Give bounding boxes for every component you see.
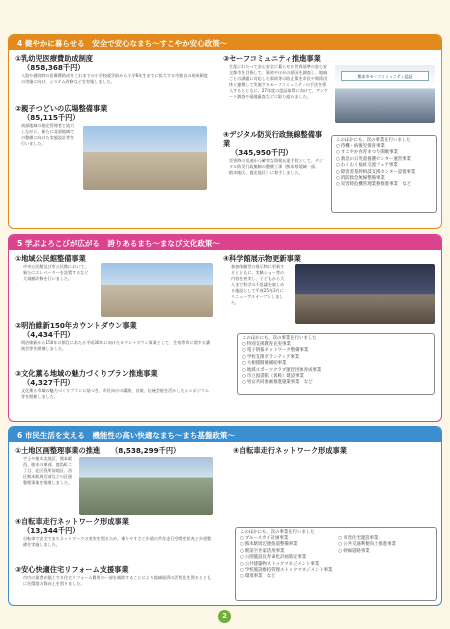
list-item: ○ わくわく福祉交流フェア事業 xyxy=(336,163,432,169)
item-description: 南部地域の指定管理者と協力しながら、新たに北部地域での整備に向けた実施設計等を行いました。 xyxy=(21,123,75,146)
list-item: ○ 公園施設長寿命化計画策定事業 xyxy=(240,555,332,561)
item-amount: （85,115千円） xyxy=(23,113,80,122)
item-bicycle-network-entry xyxy=(233,446,439,455)
item-amount: （13,344千円） xyxy=(23,526,80,535)
item-title: ④科学館展示物更新事業 xyxy=(223,254,301,263)
item-title: ②明治維新150年カウントダウン事業 xyxy=(15,321,137,330)
other-projects-columns xyxy=(240,536,432,581)
item-title: ③セーフコミュニティ推進事業 xyxy=(223,54,321,63)
item-meiji-countdown xyxy=(15,321,215,352)
other-projects-list-left xyxy=(240,536,332,581)
item-amount: （345,950千円） xyxy=(231,148,293,157)
list-item: ○ 地域スポーツクラブ運営団体育成事業 xyxy=(242,368,430,374)
list-item: ○ 駅前空き家活用事業 xyxy=(240,549,332,555)
section-safety xyxy=(8,34,442,229)
list-item: ○ 環境事業 など xyxy=(240,574,332,580)
other-projects-box xyxy=(235,527,437,601)
section-learning-culture xyxy=(8,234,442,422)
list-item: ○ 市営住宅建設事業 xyxy=(338,536,396,542)
other-projects-heading: このほかにも、次の事業を行いました xyxy=(240,530,315,535)
list-item: ○ 公共建築物ストックマネジメント事業 xyxy=(240,562,332,568)
item-housing-reform xyxy=(15,565,225,587)
item-culture-plan xyxy=(15,369,215,400)
item-title: ④自転車走行ネットワーク形成事業 xyxy=(15,517,129,526)
list-item: ○ 災害時危機管理業務推進事業 など xyxy=(336,182,432,188)
item-amount: （8,538,299千円） xyxy=(111,446,181,455)
list-item: ○ 学校施設維持管理ストックマネジメント事業 xyxy=(240,568,332,574)
list-item: ○ 公共交通利便向上推進事業 xyxy=(338,542,396,548)
item-amount: （4,327千円） xyxy=(23,378,75,387)
other-projects-list xyxy=(242,342,430,387)
item-title: ③文化薫る地域の魅力づくりプラン推進事業 xyxy=(15,369,158,378)
certification-ceremony-photo xyxy=(335,65,435,123)
item-title: ③安心快適住宅リフォーム支援事業 xyxy=(15,565,129,574)
list-item: ○ 男女共同参画推進施策事業 など xyxy=(242,380,430,386)
item-title: ①乳幼児医療費助成制度 xyxy=(15,54,93,63)
item-title: ④自転車走行ネットワーク形成事業 xyxy=(233,446,347,455)
list-item: ○ 障害者基幹相談支援センター設置事業 xyxy=(336,170,432,176)
item-title: ①土地区画整理事業の推進 xyxy=(15,446,101,455)
list-item: ○ 大相撲開催補助事業 xyxy=(242,361,430,367)
section-header: 5 学ぶよろこびが広がる 誇りあるまち～まなび文化政策～ xyxy=(9,235,441,250)
section-urban-infrastructure xyxy=(8,426,442,606)
town-aerial-photo xyxy=(79,457,213,515)
other-projects-heading: このほかにも、次の事業を行いました xyxy=(336,138,411,143)
item-amount: （4,434千円） xyxy=(23,330,75,339)
science-museum-photo xyxy=(295,264,435,324)
other-projects-heading: このほかにも、次の事業を行いました xyxy=(242,336,317,341)
item-description: 宇土や植木北地区、熊本駅西、植木の東部、鹿島町ニ丁目、北区役所前地区、西区熊本駅周辺部などの区画整理事業を推進しました。 xyxy=(23,456,73,485)
list-item: ○ 消防救急無線整備事業 xyxy=(336,176,432,182)
other-projects-list-right xyxy=(338,536,396,581)
list-item: ○ すこやか食育まつり開催事業 xyxy=(336,150,432,156)
item-description: 文化薫る市域の魅力づくりプランに基づき、市民向けの講演、音楽、伝統芸能を活かしたシンポジウム等を開催しました。 xyxy=(21,388,210,399)
other-projects-box xyxy=(237,333,435,395)
other-projects-box xyxy=(331,135,437,213)
list-item: ○ 幹線道路事業 xyxy=(338,549,396,555)
list-item: ○ 電子情報ネットワーク整備事業 xyxy=(242,348,430,354)
item-description: 市内の業者が施工する住宅リフォーム費用の一部を補助することにより地域経済の活性化を図るとともに住環境の質向上を図りました。 xyxy=(23,575,212,586)
item-description: 明治維新から150年の節目にあたる平成30年に向けたカウントダウン事業として、生家等市に関する講演会等を開催しました。 xyxy=(21,340,210,351)
item-description: 災害時の迅速かつ確実な情報伝達手段として、デジタル防災行政無線の整備工事（熊本県地域一部、植木地区、鹿北地区）に着手しました。 xyxy=(229,158,323,175)
item-title: ①地域公民館整備事業 xyxy=(15,254,86,263)
item-infant-medical xyxy=(15,54,215,85)
other-projects-list xyxy=(336,144,432,189)
item-kagoshima-line xyxy=(15,517,225,548)
section-header: 6 市民生活を支える 機能性の高い快適なまち～まち基盤政策～ xyxy=(9,427,441,442)
item-description: 中央公民館及び市公民館において、新たにエレベーターを設置するなど大規模改修を行いました。 xyxy=(23,264,89,281)
page-number: 2 xyxy=(218,610,231,623)
item-title: ②親子つどいの広場整備事業 xyxy=(15,104,108,113)
list-item: ○ 特別支援教育充実事業 xyxy=(242,342,430,348)
item-amount: （858,368千円） xyxy=(23,63,85,72)
item-digital-radio xyxy=(223,130,333,176)
list-item: ○ 救急の日児童養護センター運営事業 xyxy=(336,157,432,163)
item-description: 参加体験型の展示物に更新するとともに、実験ショー等の内容を充実し、子どもから大人まで科学の不思議を楽しめる施設として平成25年3月にリニューアルオープンしました。 xyxy=(231,264,285,305)
item-title: ④デジタル防災行政無線整備事業 xyxy=(223,130,323,148)
list-item: ○ ブルースカイ計画事業 xyxy=(240,536,332,542)
list-item: ○ 熊本駅周辺連絡道整備事業 xyxy=(240,542,332,548)
plaza-building-photo xyxy=(83,126,207,190)
item-description: 自転車で安全でまちネットワークの充実を図るため、乗りやすさと歩道の共存走行空間を拡充と歩道整備を実施しました。 xyxy=(23,536,212,547)
list-item: ○ 学校支援ボランティア事業 xyxy=(242,355,430,361)
banner-caption: 熊本市セーフコミュニティ認証 xyxy=(341,71,429,81)
item-description: 入院や通院時の医療費助成をこれまでの小学校就学前から小学6年生までに拡大する市独自の助成制度の実施に向け、システム改修などを実施しました。 xyxy=(21,73,208,84)
list-item: ○ 市立図書館（仮称）建設事業 xyxy=(242,374,430,380)
section-header: 4 健やかに暮らせる 安全で安心なまち～すこやか安心政策～ xyxy=(9,35,441,50)
item-description: 生涯にわたって安心安全に暮らせる世界基準の安心安全都市を目指して、事故やけがの原因を調査し、地域ごとの課題に対応した事故等の防止策を市民や関係団体と連携して実施するセーフコミュニティの手法を導入するとともに、27年度の認証取得に向けて、アンケート調査や現地審査などに取り組みました。 xyxy=(229,64,329,99)
list-item: ○ 待機・病後児保育事業 xyxy=(336,144,432,150)
community-hall-photo xyxy=(101,263,213,317)
